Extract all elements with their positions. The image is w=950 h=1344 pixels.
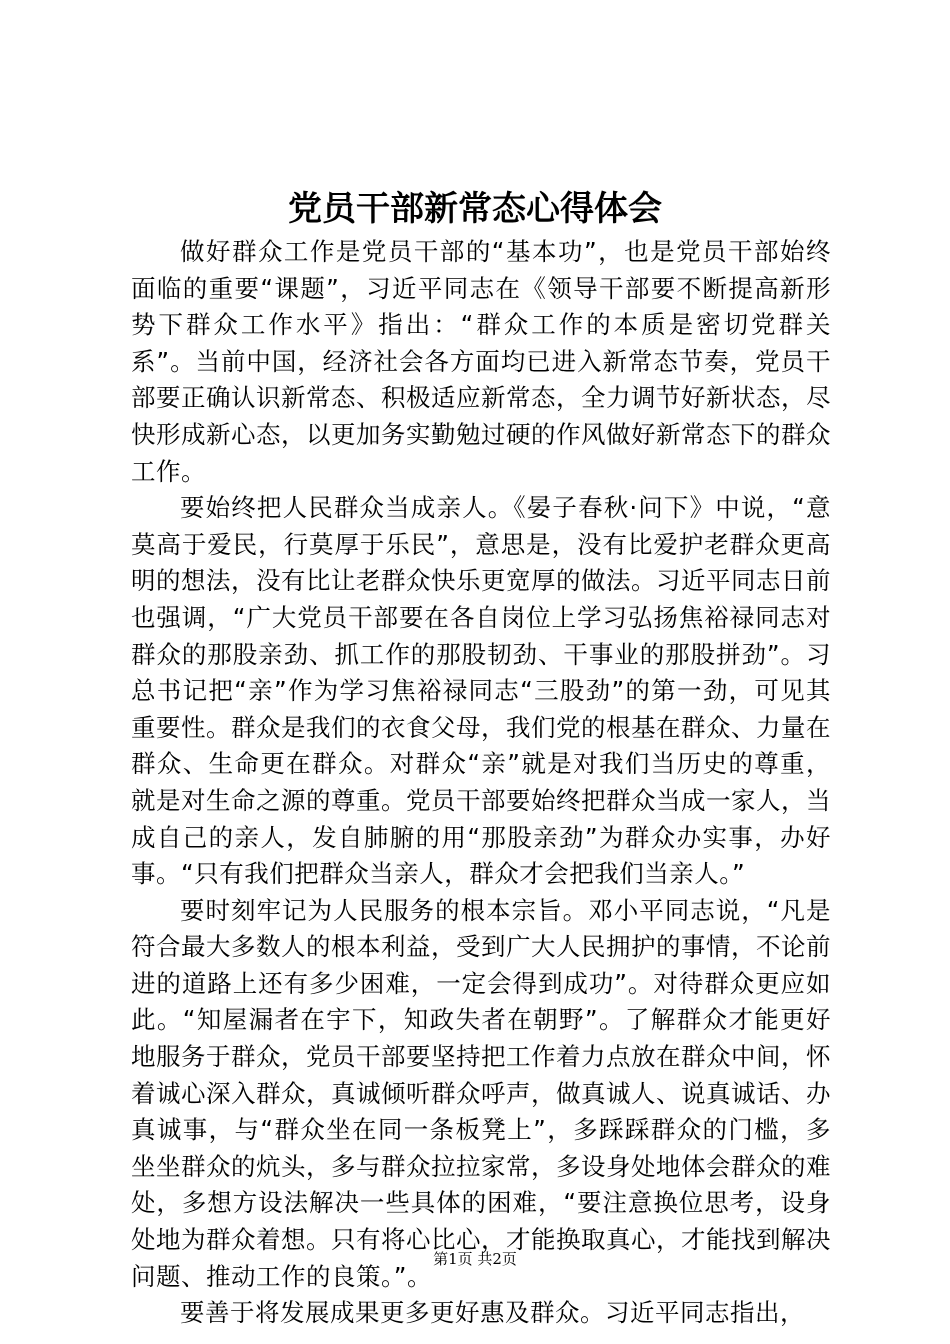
document-title: 党员干部新常态心得体会 (288, 189, 662, 229)
document-body (131, 234, 831, 1332)
paragraph: 要始终把人民群众当成亲人。《晏子春秋·问下》中说，“意莫高于爱民，行莫厚于乐民”，意思是，没有比爱护老群众更高明的想法，没有比让老群众快乐更宽厚的做法。习近平同志日前也强调，“广大党员干部要在各自岗位上学习弘扬焦裕禄同志对群众的那股亲劲、抓工作的那股韧劲、干事业的那股拼劲”。习总书记把“亲”作为学习焦裕禄同志“三股劲”的第一劲，可见其重要性。群众是我们的衣食父母，我们党的根基在群众、力量在群众、生命更在群众。对群众“亲”就是对我们当历史的尊重，就是对生命之源的尊重。党员干部要始终把群众当成一家人，当成自己的亲人，发自肺腑的用“那股亲劲”为群众办实事，办好事。“只有我们把群众当亲人，群众才会把我们当亲人。” (131, 493, 831, 889)
paragraph: 做好群众工作是党员干部的“基本功”，也是党员干部始终面临的重要“课题”，习近平同志在《领导干部要不断提高新形势下群众工作水平》指出：“群众工作的本质是密切党群关系”。当前中国，经济社会各方面均已进入新常态节奏，党员干部要正确认识新常态、积极适应新常态，全力调节好新状态，尽快形成新心态，以更加务实勤勉过硬的作风做好新常态下的群众工作。 (131, 237, 831, 486)
paragraph: 要善于将发展成果更多更好惠及群众。习近平同志指出， (180, 1298, 805, 1328)
page-footer: 第1页 共2页 (433, 1250, 517, 1268)
paragraph: 要时刻牢记为人民服务的根本宗旨。邓小平同志说，“凡是符合最大多数人的根本利益，受到广大人民拥护的事情，不论前进的道路上还有多少困难，一定会得到成功”。对待群众更应如此。“知屋漏者在宇下，知政失者在朝野”。了解群众才能更好地服务于群众，党员干部要坚持把工作着力点放在群众中间，怀着诚心深入群众，真诚倾听群众呼声，做真诚人、说真诚话、办真诚事，与“群众坐在同一条板凳上”，多踩踩群众的门槛，多坐坐群众的炕头，多与群众拉拉家常，多设身处地体会群众的难处，多想方设法解决一些具体的困难，“要注意换位思考，设身处地为群众着想。只有将心比心，才能换取真心，才能找到解决问题、推动工作的良策。”。 (131, 895, 831, 1291)
